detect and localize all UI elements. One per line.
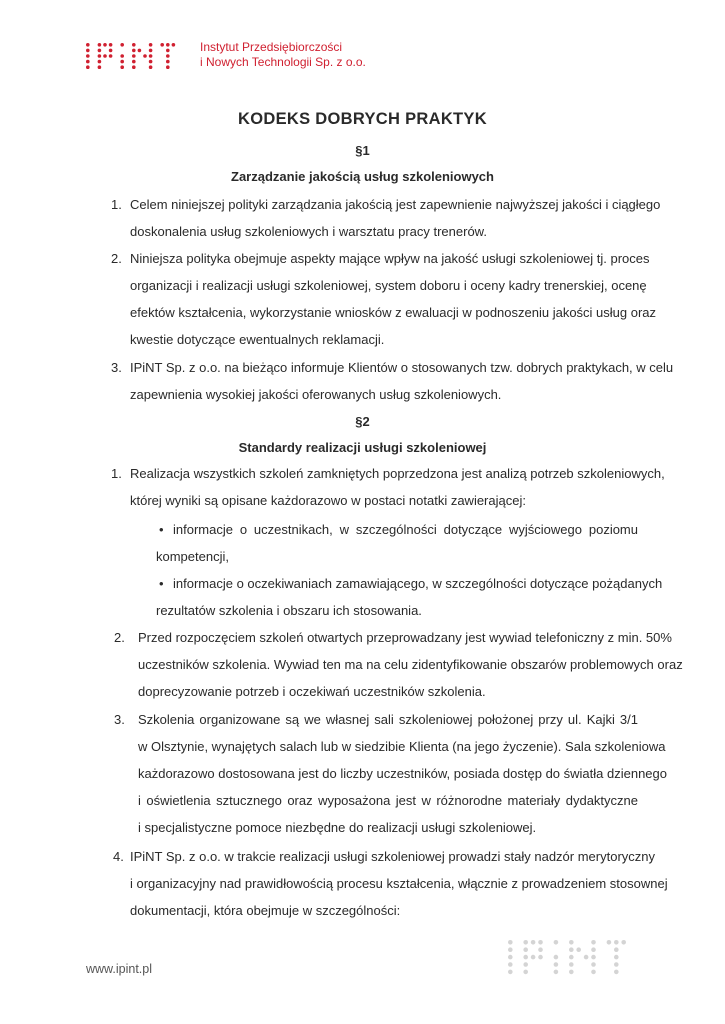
logo-dot — [523, 970, 528, 975]
logo-dot — [98, 43, 102, 47]
list-number: 2. — [114, 630, 125, 645]
document-title: KODEKS DOBRYCH PRAKTYK — [238, 110, 487, 128]
logo-dot — [508, 962, 513, 967]
logo-dot — [103, 54, 107, 58]
logo-dot — [98, 49, 102, 53]
logo-dot — [166, 54, 170, 58]
logo-dot — [508, 970, 513, 975]
logo-dot — [607, 940, 612, 945]
s2-item-2 — [114, 624, 683, 705]
logo-dot — [132, 54, 136, 58]
text-line: i organizacyjny nad prawidłowością procesu kształcenia, włącznie z prowadzeniem stosownej — [130, 876, 668, 891]
logo-dot — [538, 940, 543, 945]
text-line: rezultatów szkolenia i obszaru ich stosowania. — [156, 603, 422, 618]
section-1-number: §1 — [355, 143, 370, 158]
logo-dot — [149, 65, 153, 69]
logo-dot — [614, 940, 619, 945]
text-line: Szkolenia organizowane są we własnej sali szkoleniowej położonej przy ul. Kajki 3/1 — [138, 712, 638, 727]
text-line: i specjalistyczne pomoce niezbędne do realizacji usługi szkoleniowej. — [138, 820, 537, 835]
logo-dot — [160, 43, 164, 47]
logo-dot — [98, 65, 102, 69]
ipint-watermark-logo — [508, 940, 638, 978]
text-line: IPiNT Sp. z o.o. na bieżąco informuje Klientów o stosowanych tzw. dobrych praktykach, w celu — [130, 360, 674, 375]
logo-dot — [109, 43, 113, 47]
logo-dot — [120, 43, 124, 47]
text-line: IPiNT Sp. z o.o. w trakcie realizacji usługi szkoleniowej prowadzi stały nadzór merytoryczny — [130, 849, 656, 864]
logo-dot — [591, 970, 596, 975]
text-line: uczestników szkolenia. Wywiad ten ma na celu zidentyfikowanie obszarów problemowych oraz — [138, 657, 683, 672]
logo-dot — [166, 65, 170, 69]
text-line: doprecyzowanie potrzeb i oczekiwań uczestników szkolenia. — [138, 684, 486, 699]
logo-dot — [591, 962, 596, 967]
logo-dot — [538, 947, 543, 952]
logo-dot — [508, 947, 513, 952]
s2-item-4 — [113, 843, 668, 924]
logo-dot — [614, 970, 619, 975]
logo-dot — [109, 49, 113, 53]
logo-dot — [98, 60, 102, 64]
logo-dot — [103, 43, 107, 47]
logo-dot — [86, 65, 90, 69]
list-number: 3. — [114, 712, 125, 727]
list-number: 2. — [111, 251, 122, 266]
s1-item-1 — [111, 191, 661, 245]
logo-dot — [132, 43, 136, 47]
logo-dot — [132, 65, 136, 69]
text-line: doskonalenia usług szkoleniowych i warsztatu pracy trenerów. — [130, 224, 487, 239]
logo-dot — [86, 60, 90, 64]
logo-dot — [531, 955, 536, 960]
logo-dot — [523, 940, 528, 945]
logo-dot — [569, 940, 574, 945]
logo-dot — [120, 60, 124, 64]
logo-dot — [569, 947, 574, 952]
text-line: Realizacja wszystkich szkoleń zamkniętych poprzedzona jest analizą potrzeb szkoleniowych, — [130, 466, 665, 481]
text-line: kompetencji, — [156, 549, 229, 564]
text-line: dokumentacji, która obejmuje w szczególności: — [130, 903, 401, 918]
logo-dot — [569, 970, 574, 975]
logo-dot — [132, 49, 136, 53]
logo-dot — [523, 947, 528, 952]
logo-dot — [591, 940, 596, 945]
logo-dot — [554, 940, 559, 945]
text-line: efektów kształcenia, wykorzystanie wniosków z ewaluacji w podnoszeniu jakości usług oraz — [130, 305, 657, 320]
logo-dot — [98, 54, 102, 58]
section-2-heading: Standardy realizacji usługi szkoleniowej — [238, 440, 487, 455]
logo-dot — [149, 60, 153, 64]
logo-dot — [591, 947, 596, 952]
list-number: 4. — [113, 849, 124, 864]
logo-dot — [132, 60, 136, 64]
footer-website: www.ipint.pl — [86, 962, 152, 976]
logo-dot — [508, 955, 513, 960]
logo-dot — [554, 970, 559, 975]
logo-dot — [86, 49, 90, 53]
list-number: 1. — [111, 197, 122, 212]
s2-item-3 — [114, 706, 667, 841]
bullet-icon: • — [159, 522, 164, 537]
text-line: każdorazowo dostosowana jest do liczby uczestników, posiada dostęp do światła dziennego — [138, 766, 667, 781]
logo-dot — [138, 49, 142, 53]
text-line: informacje o oczekiwaniach zamawiającego, w szczególności dotyczące pożądanych — [173, 576, 663, 591]
logo-dot — [508, 940, 513, 945]
company-name — [200, 40, 460, 70]
s1-item-3 — [111, 354, 674, 408]
logo-dot — [86, 43, 90, 47]
list-number: 3. — [111, 360, 122, 375]
ipint-logo — [86, 43, 182, 73]
logo-dot — [120, 65, 124, 69]
company-line-1: Instytut Przedsiębiorczości — [200, 40, 343, 54]
logo-dot — [621, 940, 626, 945]
text-line: Celem niniejszej polityki zarządzania jakością jest zapewnienie najwyższej jakości i ciągłego — [130, 197, 661, 212]
logo-dot — [569, 962, 574, 967]
text-line: organizacji i realizacji usługi szkoleniowej, system doboru i oceny kadry trenerskiej, ocenę — [130, 278, 647, 293]
logo-dot — [109, 54, 113, 58]
logo-dot — [569, 955, 574, 960]
logo-dot — [531, 940, 536, 945]
text-line: Niniejsza polityka obejmuje aspekty mające wpływ na jakość usługi szkoleniowej tj. proces — [130, 251, 650, 266]
logo-dot — [523, 962, 528, 967]
list-number: 1. — [111, 466, 122, 481]
section-2-number: §2 — [355, 414, 370, 429]
logo-dot — [591, 955, 596, 960]
logo-dot — [614, 955, 619, 960]
logo-dot — [166, 60, 170, 64]
text-line: zapewnienia wysokiej jakości oferowanych usług szkoleniowych. — [130, 387, 502, 402]
logo-dot — [554, 962, 559, 967]
logo-dot — [614, 947, 619, 952]
text-line: której wyniki są opisane każdorazowo w postaci notatki zawierającej: — [130, 493, 526, 508]
text-line: Przed rozpoczęciem szkoleń otwartych przeprowadzany jest wywiad telefoniczny z min. 50% — [138, 630, 672, 645]
logo-dot — [143, 54, 147, 58]
text-line: i oświetlenia sztucznego oraz wyposażona jest w różnorodne materiały dydaktyczne — [138, 793, 638, 808]
logo-dot — [149, 49, 153, 53]
logo-dot — [523, 955, 528, 960]
section-1-heading: Zarządzanie jakością usług szkoleniowych — [231, 169, 494, 184]
text-line: kwestie dotyczące ewentualnych reklamacji. — [130, 332, 385, 347]
logo-dot — [166, 49, 170, 53]
logo-dot — [86, 54, 90, 58]
s2-bullet-2 — [156, 570, 663, 624]
logo-dot — [166, 43, 170, 47]
logo-dot — [554, 955, 559, 960]
logo-dot — [538, 955, 543, 960]
logo-dot — [149, 43, 153, 47]
logo-dot — [576, 947, 581, 952]
logo-dot — [149, 54, 153, 58]
company-line-2: i Nowych Technologii Sp. z o.o. — [200, 55, 366, 69]
logo-dot — [614, 962, 619, 967]
s2-item-1 — [111, 460, 665, 514]
s1-item-2 — [111, 245, 657, 353]
text-line: informacje o uczestnikach, w szczególności dotyczące wyjściowego poziomu — [173, 522, 638, 537]
logo-dot — [172, 43, 176, 47]
logo-dot — [584, 955, 589, 960]
text-line: w Olsztynie, wynajętych salach lub w siedzibie Klienta (na jego życzenie). Sala szkoleniowa — [138, 739, 666, 754]
s2-bullet-1 — [156, 516, 638, 570]
bullet-icon: • — [159, 576, 164, 591]
logo-dot — [120, 54, 124, 58]
